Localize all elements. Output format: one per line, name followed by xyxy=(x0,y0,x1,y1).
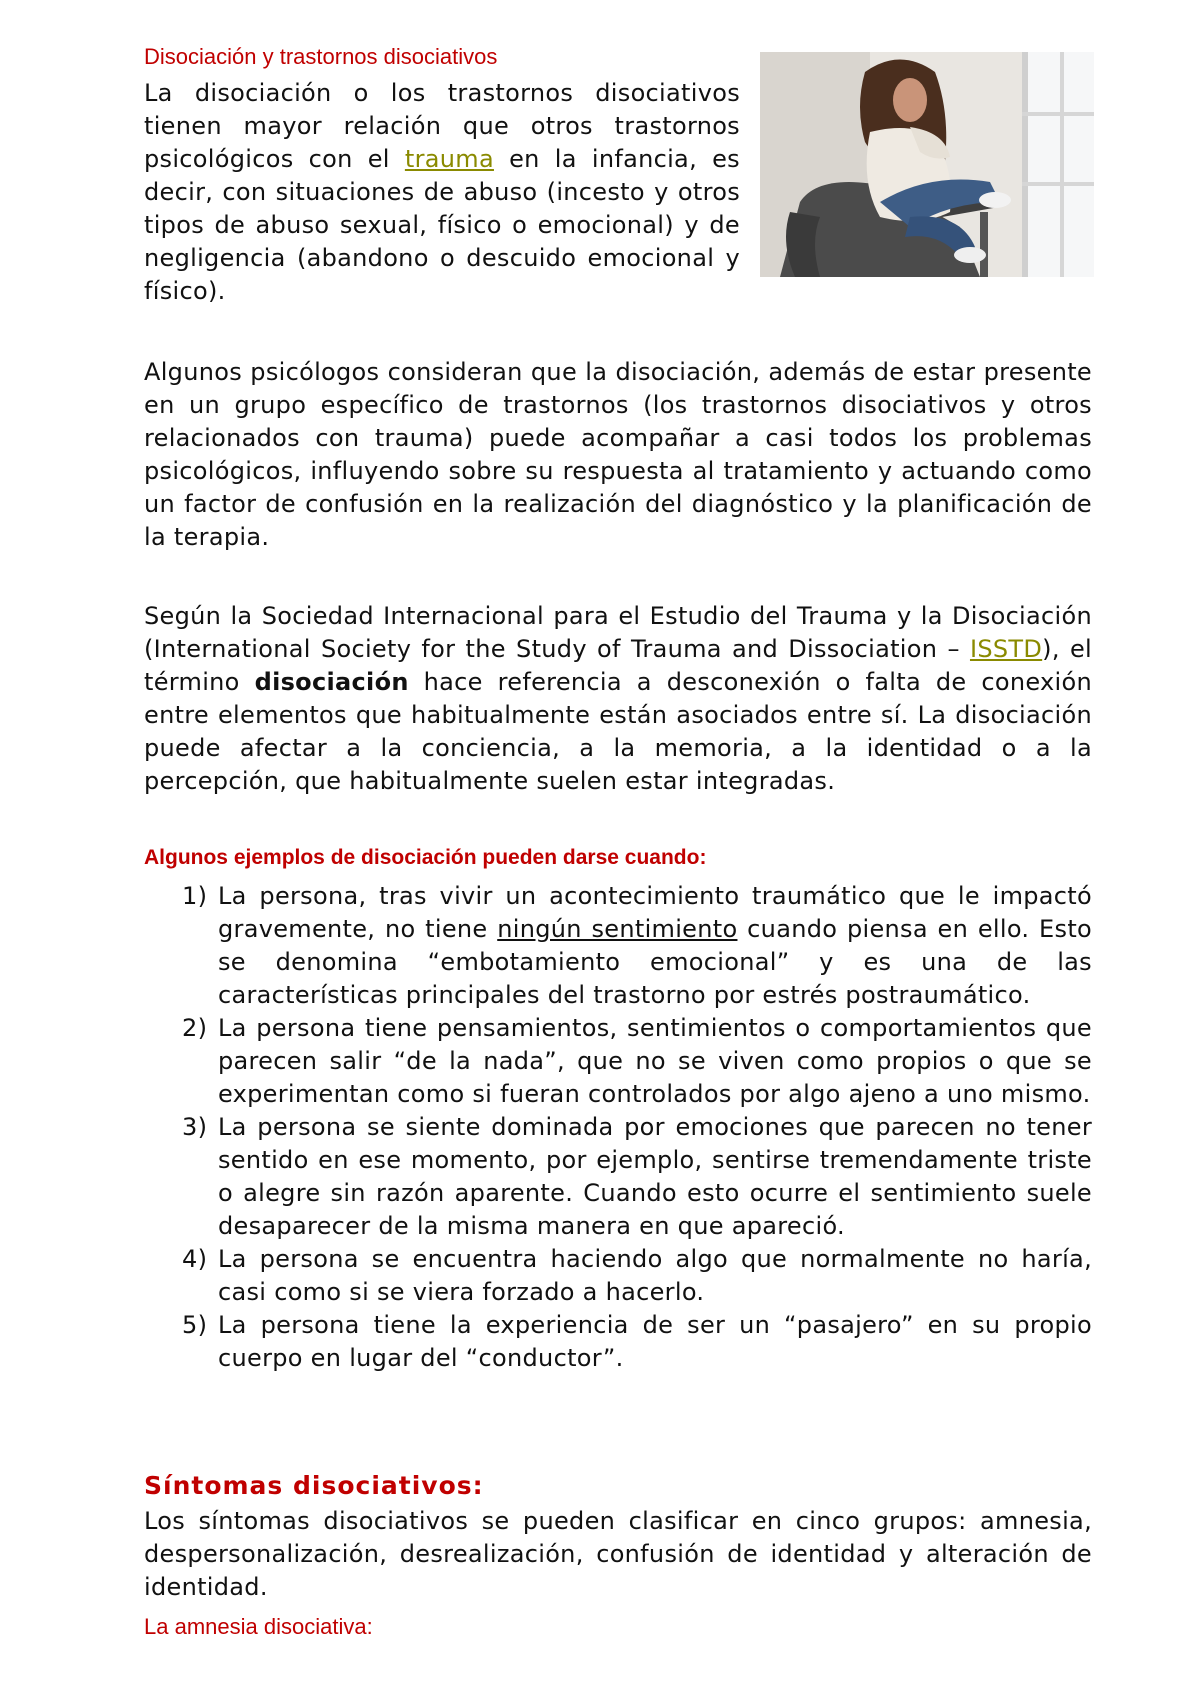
list-item xyxy=(144,1111,1092,1243)
list-item xyxy=(144,1309,1092,1375)
symptoms-heading: Síntomas disociativos: xyxy=(144,1471,484,1500)
isstd-link[interactable]: ISSTD xyxy=(969,635,1043,663)
list-item-text: La persona se siente dominada por emociones que parecen no tener sentido en ese momento, por ejemplo, sentirse tremendamente triste o alegre sin razón aparente. Cuando esto ocurre el sentimiento suele desaparecer de la misma manera en que apareció. xyxy=(218,1113,1092,1240)
list-item xyxy=(144,880,1092,1012)
list-item-number: 1) xyxy=(182,882,208,910)
list-item-text: La persona tiene pensamientos, sentimientos o comportamientos que parecen salir “de la nada”, que no se viven como propios o que se experimentan como si fueran controlados por algo ajeno a uno mismo. xyxy=(218,1014,1092,1108)
list-item-number: 3) xyxy=(182,1113,208,1141)
list-item-text: La persona, tras vivir un acontecimiento traumático que le impactó gravemente, no tiene xyxy=(218,882,1092,943)
list-item xyxy=(144,1243,1092,1309)
trauma-link[interactable]: trauma xyxy=(404,145,494,173)
intro-text-before: La disociación o los trastornos disociativos tienen mayor relación que otros trastornos psicológicos con el xyxy=(144,79,740,173)
list-item-text: La persona se encuentra haciendo algo que normalmente no haría, casi como si se viera forzado a hacerlo. xyxy=(218,1245,1092,1306)
para3-bold-term: disociación xyxy=(254,668,409,696)
para3-part1: Según la Sociedad Internacional para el Estudio del Trauma y la Disociación (International Society for the Study of Trauma and Dissociation – xyxy=(144,602,1092,663)
symptoms-paragraph: Los síntomas disociativos se pueden clasificar en cinco grupos: amnesia, despersonalización, desrealización, confusión de identidad y alteración de identidad. xyxy=(144,1507,1092,1601)
woman-sitting-by-window-icon xyxy=(760,52,1094,277)
list-item-number: 5) xyxy=(182,1311,208,1339)
list-item-number: 2) xyxy=(182,1014,208,1042)
woman-window-photo xyxy=(760,52,1094,277)
amnesia-heading: La amnesia disociativa: xyxy=(144,1614,373,1639)
list-item xyxy=(144,1012,1092,1111)
para3-part2: ), el término xyxy=(144,635,1092,696)
para3-part3: hace referencia a desconexión o falta de conexión entre elementos que habitualmente están asociados entre sí. La disociación puede afectar a la conciencia, a la memoria, a la identidad o a la percepción, que habitualmente suelen estar integradas. xyxy=(144,668,1093,795)
intro-text-after: en la infancia, es decir, con situaciones de abuso (incesto y otros tipos de abuso sexual, físico o emocional) y de negligencia (abandono o descuido emocional y físico). xyxy=(144,145,740,305)
paragraph-dissociation-context: Algunos psicólogos consideran que la disociación, además de estar presente en un grupo específico de trastornos (los trastornos disociativos y otros relacionados con trauma) puede acompañar a casi todos los problemas psicológicos, influyendo sobre su respuesta al tratamiento y actuando como un factor de confusión en la realización del diagnóstico y la planificación de la terapia. xyxy=(144,358,1092,551)
list-item-text: cuando piensa en ello. Esto se denomina “embotamiento emocional” y es una de las características principales del trastorno por estrés postraumático. xyxy=(218,915,1093,1009)
list-item-underlined: ningún sentimiento xyxy=(497,915,738,943)
paragraph-isstd-definition xyxy=(144,600,1092,798)
examples-heading: Algunos ejemplos de disociación pueden darse cuando: xyxy=(144,846,707,869)
examples-list xyxy=(144,880,1092,1375)
list-item-number: 4) xyxy=(182,1245,208,1273)
list-item-text: La persona tiene la experiencia de ser un “pasajero” en su propio cuerpo en lugar del “conductor”. xyxy=(218,1311,1092,1372)
intro-paragraph xyxy=(144,77,740,308)
document-title: Disociación y trastornos disociativos xyxy=(144,44,498,69)
